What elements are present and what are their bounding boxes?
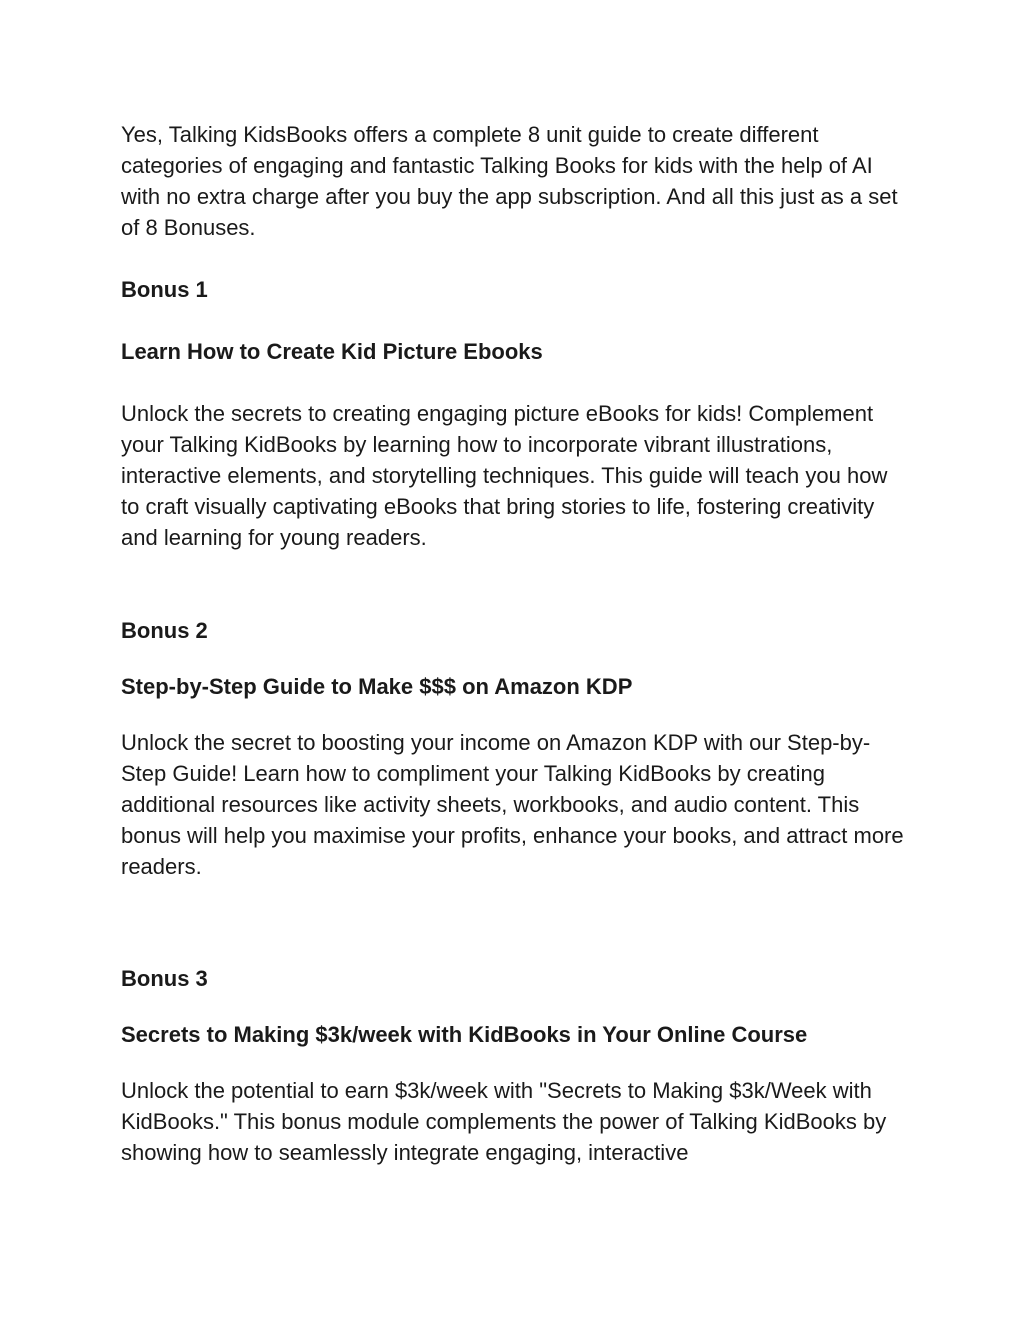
bonus-3-title: Secrets to Making $3k/week with KidBooks in Your Online Course: [121, 1022, 808, 1047]
bonus-3-description: Unlock the potential to earn $3k/week with "Secrets to Making $3k/Week with KidBooks." This bonus module complements the power of Talking KidBooks by showing how to seamlessly integrate engaging, interactive: [121, 1078, 887, 1165]
bonus-1-description: Unlock the secrets to creating engaging picture eBooks for kids! Complement your Talking KidBooks by learning how to incorporate vibrant illustrations, interactive elements, and storytelling techniques. This guide will teach you how to craft visually captivating eBooks that bring stories to life, fostering creativity and learning for young readers.: [121, 401, 888, 550]
bonus-1-title: Learn How to Create Kid Picture Ebooks: [121, 339, 543, 364]
bonus-1-label: Bonus 1: [121, 277, 208, 302]
bonus-2-title: Step-by-Step Guide to Make $$$ on Amazon KDP: [121, 674, 633, 699]
bonus-2-description: Unlock the secret to boosting your income on Amazon KDP with our Step-by-Step Guide! Learn how to compliment your Talking KidBooks by creating additional resources like activity sheets, workbooks, and audio content. This bonus will help you maximise your profits, enhance your books, and attract more readers.: [121, 730, 904, 879]
intro-paragraph: Yes, Talking KidsBooks offers a complete 8 unit guide to create different categories of engaging and fantastic Talking Books for kids with the help of AI with no extra charge after you buy the app subscription. And all this just as a set of 8 Bonuses.: [121, 122, 898, 240]
bonus-2-label: Bonus 2: [121, 618, 208, 643]
bonus-3-label: Bonus 3: [121, 966, 208, 991]
